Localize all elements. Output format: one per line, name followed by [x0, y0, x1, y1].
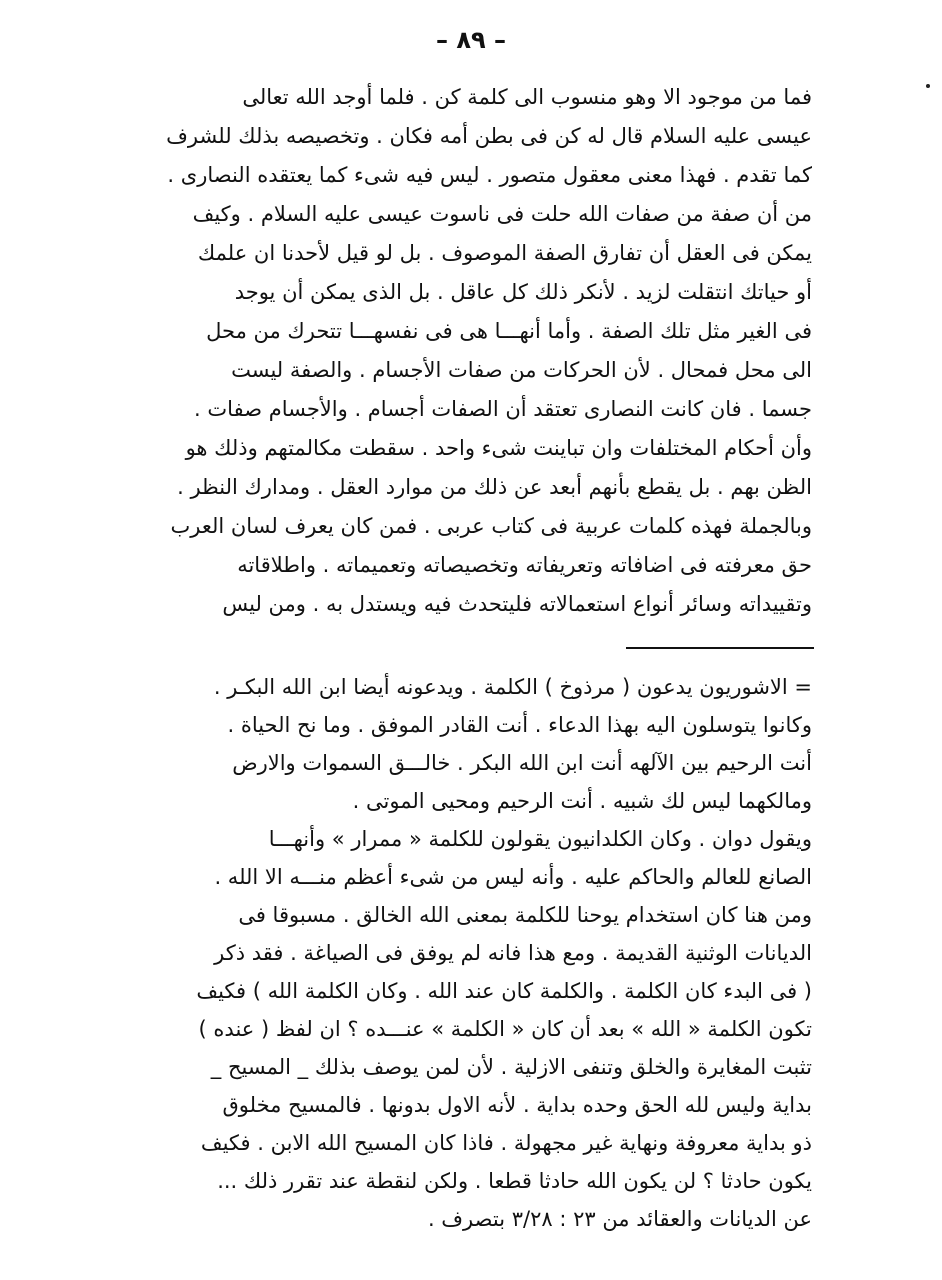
main-text-line: وتقييداته وسائر أنواع استعمالاته فليتحدث فيه ويستدل به . ومن ليس [222, 592, 812, 616]
main-text-line: الى محل فمحال . لأن الحركات من صفات الأجسام . والصفة ليست [231, 358, 812, 382]
page-number: – ٨٩ – [435, 26, 506, 54]
footnote-line: وكانوا يتوسلون اليه بهذا الدعاء . أنت القادر الموفق . وما نح الحياة . [227, 713, 812, 737]
footnote-line: أنت الرحيم بين الآلهه أنت ابن الله البكر . خالـــق السموات والارض [232, 751, 812, 775]
main-text-line: فما من موجود الا وهو منسوب الى كلمة كن . فلما أوجد الله تعالى [242, 85, 812, 109]
footnote-line: ومالكهما ليس لك شبيه . أنت الرحيم ومحيى الموتى . [352, 789, 812, 813]
main-text-line: فى الغير مثل تلك الصفة . وأما أنهـــا هى فى نفسهـــا تتحرك من محل [206, 319, 812, 343]
main-text-line: كما تقدم . فهذا معنى معقول متصور . ليس فيه شىء كما يعتقده النصارى . [167, 163, 812, 187]
main-text-line: وبالجملة فهذه كلمات عربية فى كتاب عربى . فمن كان يعرف لسان العرب [170, 514, 812, 538]
main-text-line: حق معرفته فى اضافاته وتعريفاته وتخصيصاته وتعميماته . واطلاقاته [237, 553, 812, 577]
main-text-line: عيسى عليه السلام قال له كن فى بطن أمه فكان . وتخصيصه بذلك للشرف [166, 124, 812, 148]
footnote-line: ومن هنا كان استخدام يوحنا للكلمة بمعنى الله الخالق . مسبوقا فى [238, 903, 812, 927]
footnote-line: تثبت المغايرة والخلق وتنفى الازلية . لأن لمن يوصف بذلك _ المسيح _ [210, 1055, 812, 1079]
main-text-line: من أن صفة من صفات الله حلت فى ناسوت عيسى عليه السلام . وكيف [192, 202, 812, 226]
footnote-line: = الاشوريون يدعون ( مرذوخ ) الكلمة . ويدعونه أيضا ابن الله البكـر . [213, 675, 812, 699]
footnote-divider [626, 647, 814, 649]
footnote-line: ويقول دوان . وكان الكلدانيون يقولون للكلمة « ممرار » وأنهـــا [268, 827, 812, 851]
main-text-line: يمكن فى العقل أن تفارق الصفة الموصوف . بل لو قيل لأحدنا ان علمك [197, 241, 812, 265]
footnote-line: يكون حادثا ؟ لن يكون الله حادثا قطعا . ولكن لنقطة عند تقرر ذلك ... [217, 1169, 812, 1193]
margin-mark [926, 84, 930, 88]
main-text-line: وأن أحكام المختلفات وان تباينت شىء واحد . سقطت مكالمتهم وذلك هو [185, 436, 812, 460]
footnote-line: تكون الكلمة « الله » بعد أن كان « الكلمة » عنـــده ؟ ان لفظ ( عنده ) [198, 1017, 812, 1041]
footnote-line: ذو بداية معروفة ونهاية غير مجهولة . فاذا كان المسيح الله الابن . فكيف [200, 1131, 812, 1155]
footnote-line: الصانع للعالم والحاكم عليه . وأنه ليس من شىء أعظم منـــه الا الله . [214, 865, 812, 889]
footnote-line: الديانات الوثنية القديمة . ومع هذا فانه لم يوفق فى الصياغة . فقد ذكر [214, 941, 812, 965]
footnote-line: بداية وليس لله الحق وحده بداية . لأنه الاول بدونها . فالمسيح مخلوق [222, 1093, 812, 1117]
main-text-line: الظن بهم . بل يقطع بأنهم أبعد عن ذلك من موارد العقل . ومدارك النظر . [177, 475, 812, 499]
footnote-line: ( فى البدء كان الكلمة . والكلمة كان عند الله . وكان الكلمة الله ) فكيف [196, 979, 812, 1003]
footnotes [120, 668, 812, 1238]
main-text [120, 78, 812, 624]
footnote-line: عن الديانات والعقائد من ٢٣ : ٣/٢٨ بتصرف . [427, 1207, 812, 1231]
main-text-line: أو حياتك انتقلت لزيد . لأنكر ذلك كل عاقل . بل الذى يمكن أن يوجد [234, 280, 812, 304]
main-text-line: جسما . فان كانت النصارى تعتقد أن الصفات أجسام . والأجسام صفات . [194, 397, 812, 421]
